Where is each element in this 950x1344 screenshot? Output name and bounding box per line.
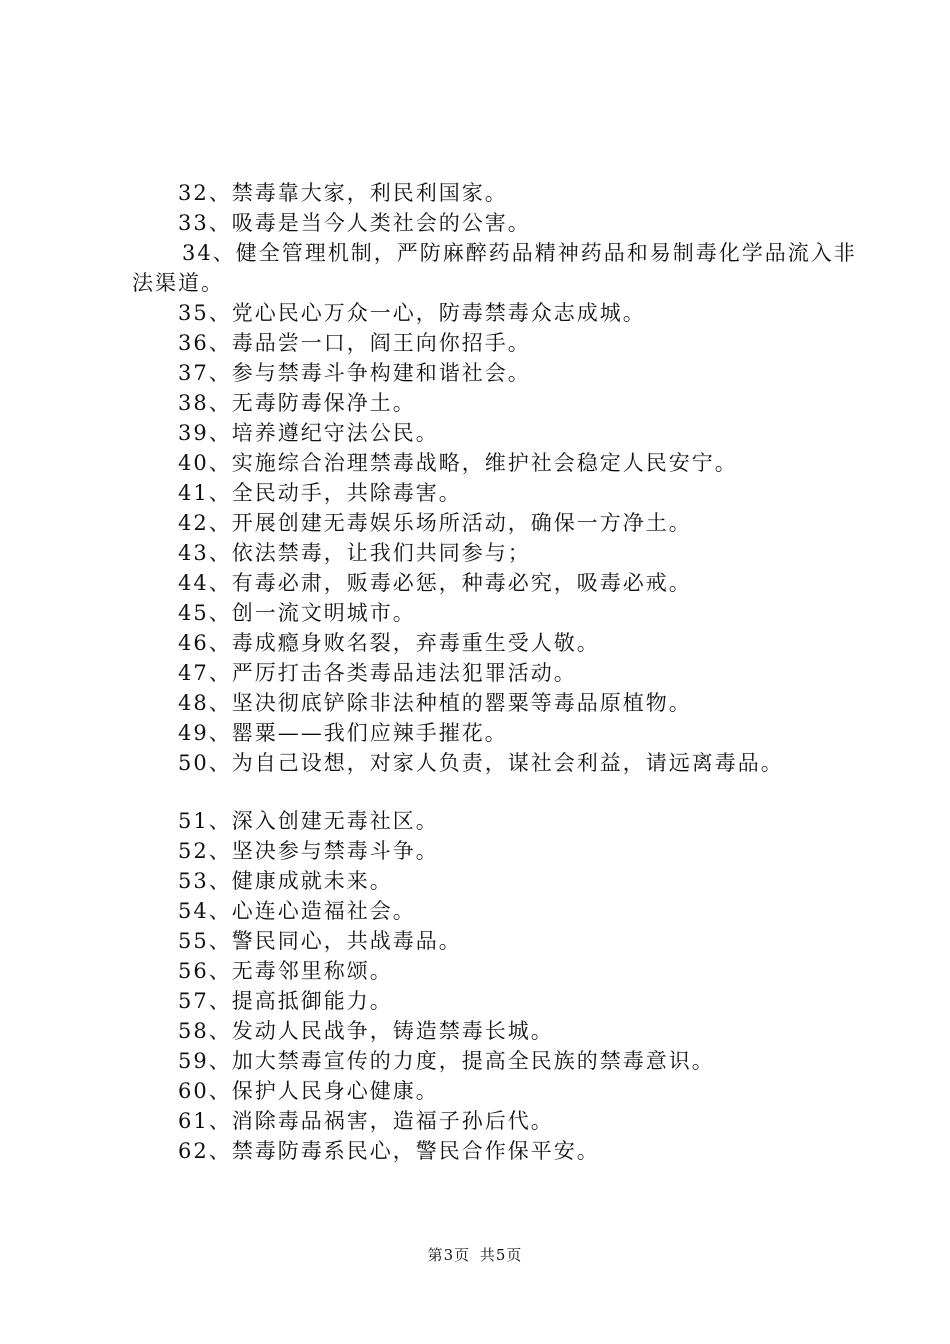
list-item: 33、吸毒是当今人类社会的公害。 (178, 211, 531, 235)
list-item: 48、坚决彻底铲除非法种植的罂粟等毒品原植物。 (178, 691, 692, 715)
list-item: 58、发动人民战争，铸造禁毒长城。 (178, 1019, 554, 1043)
list-item: 52、坚决参与禁毒斗争。 (178, 839, 439, 863)
list-item: 56、无毒邻里称颂。 (178, 959, 393, 983)
list-item: 37、参与禁毒斗争构建和谐社会。 (178, 361, 531, 385)
page-footer (0, 1244, 950, 1265)
list-item: 43、依法禁毒，让我们共同参与； (178, 541, 531, 565)
list-item: 35、党心民心万众一心，防毒禁毒众志成城。 (178, 301, 646, 325)
list-item: 44、有毒必肃，贩毒必惩，种毒必究，吸毒必戒。 (178, 571, 692, 595)
list-item: 36、毒品尝一口，阎王向你招手。 (178, 331, 531, 355)
page-total: 共5页 (479, 1246, 523, 1264)
list-item: 32、禁毒靠大家，利民利国家。 (178, 181, 508, 205)
list-item: 47、严厉打击各类毒品违法犯罪活动。 (178, 661, 577, 685)
list-item: 49、罂粟——我们应辣手摧花。 (178, 721, 508, 745)
list-item: 51、深入创建无毒社区。 (178, 809, 439, 833)
list-item: 53、健康成就未来。 (178, 869, 393, 893)
list-item: 41、全民动手，共除毒害。 (178, 481, 462, 505)
list-item: 59、加大禁毒宣传的力度，提高全民族的禁毒意识。 (178, 1049, 715, 1073)
list-item: 54、心连心造福社会。 (178, 899, 416, 923)
list-item: 55、警民同心，共战毒品。 (178, 929, 462, 953)
list-item: 45、创一流文明城市。 (178, 601, 416, 625)
list-item: 39、培养遵纪守法公民。 (178, 421, 439, 445)
list-item: 34、健全管理机制，严防麻醉药品精神药品和易制毒化学品流入非法渠道。 (132, 241, 857, 295)
list-item: 46、毒成瘾身败名裂，弃毒重生受人敬。 (178, 631, 600, 655)
list-item: 61、消除毒品祸害，造福子孙后代。 (178, 1109, 554, 1133)
list-item: 42、开展创建无毒娱乐场所活动，确保一方净土。 (178, 511, 692, 535)
list-item: 50、为自己设想，对家人负责，谋社会利益，请远离毒品。 (178, 751, 784, 775)
list-item: 57、提高抵御能力。 (178, 989, 393, 1013)
list-item: 60、保护人民身心健康。 (178, 1079, 439, 1103)
list-item: 62、禁毒防毒系民心，警民合作保平安。 (178, 1139, 600, 1163)
list-item: 40、实施综合治理禁毒战略，维护社会稳定人民安宁。 (178, 451, 738, 475)
page-number: 第3页 (427, 1246, 471, 1264)
slogan-list (132, 178, 862, 1166)
list-item: 38、无毒防毒保净土。 (178, 391, 416, 415)
